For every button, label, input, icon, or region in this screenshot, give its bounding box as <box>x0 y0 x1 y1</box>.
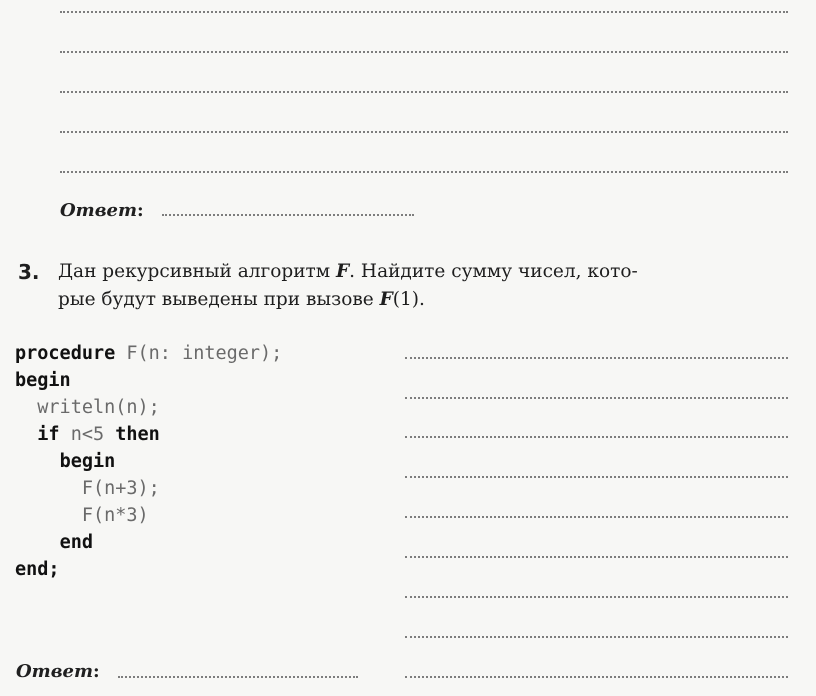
task-func-name-2: F <box>379 289 393 310</box>
task-line-2-suffix: (1). <box>392 289 425 310</box>
work-line-3 <box>405 436 788 438</box>
answer-label-1 <box>60 201 144 221</box>
code-line-1 <box>15 340 282 367</box>
code-indent <box>15 397 37 418</box>
code-line-2 <box>15 367 282 394</box>
code-keyword: begin <box>15 370 71 391</box>
code-line-7 <box>15 502 282 529</box>
answer-colon-1: : <box>137 200 144 221</box>
code-text: F(n: integer); <box>115 343 283 364</box>
task-text <box>58 258 786 314</box>
task-line-1-suffix: . Найдите сумму чисел, кото- <box>349 261 638 282</box>
work-line-1 <box>405 357 788 359</box>
task-line-1 <box>58 258 786 286</box>
code-keyword: procedure <box>15 343 116 364</box>
answer-label-2 <box>16 662 100 682</box>
answer-field-2[interactable] <box>118 676 358 678</box>
answer-colon-2: : <box>93 661 100 682</box>
task-line-2 <box>58 286 786 314</box>
task-number: 3. <box>18 260 40 284</box>
answer-field-1[interactable] <box>162 214 414 216</box>
task-func-name-1: F <box>336 261 350 282</box>
answer-label-1-text: Ответ <box>60 200 138 221</box>
code-text: F(n*3) <box>81 505 149 526</box>
code-indent <box>15 505 82 526</box>
work-line-7 <box>405 596 788 598</box>
code-keyword: begin <box>59 451 116 472</box>
work-line-9 <box>405 676 788 678</box>
code-line-3 <box>15 394 282 421</box>
work-line-6 <box>405 556 788 558</box>
answer-line-top-2 <box>60 51 788 53</box>
answer-label-2-text: Ответ <box>16 661 94 682</box>
work-line-4 <box>405 476 788 478</box>
code-text: n<5 <box>59 424 116 445</box>
code-keyword: then <box>115 424 160 445</box>
task-line-2-prefix: рые будут выведены при вызове <box>58 289 380 310</box>
code-text: F(n+3); <box>81 478 160 499</box>
code-line-4 <box>15 421 282 448</box>
code-keyword: if <box>37 424 60 445</box>
work-line-8 <box>405 636 788 638</box>
code-text: writeln(n); <box>37 397 160 418</box>
code-line-8 <box>15 529 282 556</box>
answer-line-top-4 <box>60 131 788 133</box>
work-line-2 <box>405 397 788 399</box>
answer-line-top-1 <box>60 11 788 13</box>
answer-line-top-3 <box>60 91 788 93</box>
code-line-9 <box>15 556 282 583</box>
task-line-1-prefix: Дан рекурсивный алгоритм <box>58 261 337 282</box>
answer-line-top-5 <box>60 171 788 173</box>
code-indent <box>15 451 60 472</box>
code-keyword: end; <box>15 559 60 580</box>
code-keyword: end <box>59 532 93 553</box>
code-indent <box>15 424 37 445</box>
code-line-6 <box>15 475 282 502</box>
code-indent <box>15 478 82 499</box>
work-line-5 <box>405 516 788 518</box>
code-block <box>15 340 282 583</box>
code-line-5 <box>15 448 282 475</box>
code-indent <box>15 532 60 553</box>
